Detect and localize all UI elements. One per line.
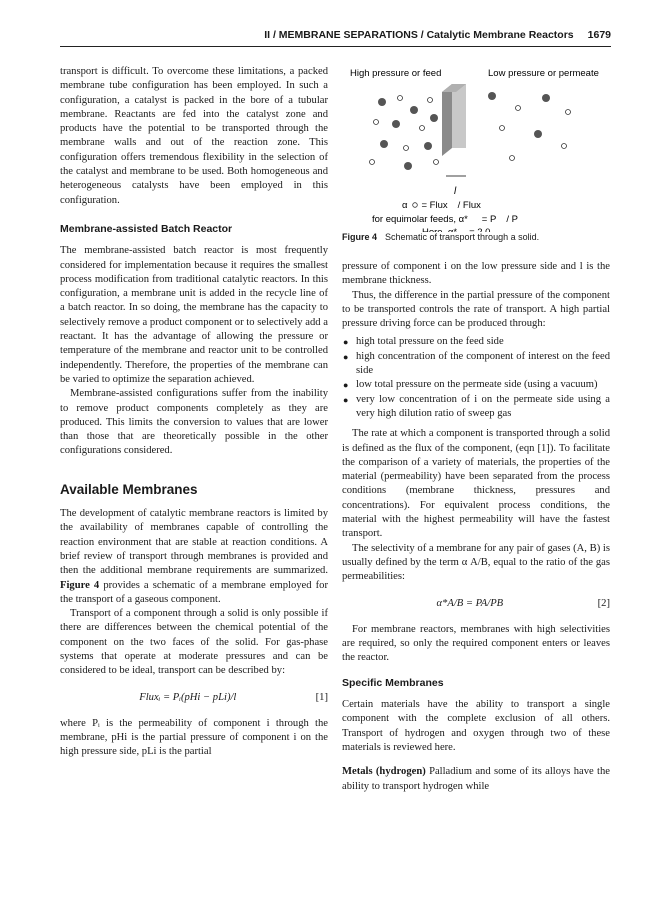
paragraph: The membrane-assisted batch reactor is most frequently considered for implementation because it requires the smallest process modification from traditional catalytic reactors. In this configuration, a membrane unit is added in the recycle line of a batch reactor. In so doing, the membrane has the capacity to selectively remove a product component or to selectively add a reactant. It has the advantage of allowing the pressure or temperature of the membrane and reactor unit to be controlled independently. Therefore, the properties of the membrane can be varied to optimize the separation achieved. (60, 245, 328, 385)
molecule-large (534, 130, 542, 138)
right-column (342, 260, 610, 794)
molecule-large (404, 162, 412, 170)
molecule-small (420, 126, 425, 131)
molecule-small (398, 96, 403, 101)
molecule-large (378, 98, 386, 106)
membrane-block (452, 84, 466, 148)
paragraph: Metals (hydrogen) Palladium and some of its alloys have the ability to transport hydrogen while (342, 766, 610, 792)
molecule-small (500, 126, 505, 131)
equation-body: Fluxᵢ = Pᵢ(pHi − pLi)/l (139, 691, 237, 703)
caption-text: Schematic of transport through a solid. (385, 232, 540, 242)
equation-number: [2] (597, 597, 610, 609)
run-in-heading: Metals (hydrogen) (342, 766, 426, 778)
membrane-schematic (342, 62, 610, 232)
molecule-small (374, 120, 379, 125)
equation-number: [1] (315, 691, 328, 703)
membrane-side-face (442, 84, 452, 156)
molecule-large (392, 120, 400, 128)
paragraph: The rate at which a component is transported through a solid is defined as the flux of the component, (eqn [1]). To facilitate the comparison of a variety of materials, the properties of the material (permeability) have been separated from the process conditions (membrane thickness, pressures and concentrations). For equivalent process conditions, the material with the highest permeability will have the fastest transport. (342, 428, 610, 540)
molecule-small (516, 106, 521, 111)
list-item: ● high concentration of the component of interest on the feed side (356, 350, 610, 379)
legend-small-molecule (413, 203, 418, 208)
paragraph: The selectivity of a membrane for any pair of gases (A, B) is usually defined by the term α A/B, equal to the ratio of the gas permeabilities: (342, 542, 610, 583)
permeate-molecules (488, 92, 571, 161)
molecule-small (510, 156, 515, 161)
left-column (60, 65, 328, 760)
molecule-large (430, 114, 438, 122)
equimolar-relation: for equimolar feeds, α* = P / P (372, 214, 518, 225)
paragraph: For membrane reactors, membranes with high selectivities are required, so only the required component enters or leaves the reactor. (342, 623, 610, 664)
paragraph: Certain materials have the ability to transport a single component with the complete exclusion of all others. Transport of hydrogen and oxygen through two of these materials is reviewed here. (342, 699, 610, 753)
equation-1 (60, 691, 328, 705)
list-item: ● low total pressure on the permeate side (using a vacuum) (356, 378, 610, 392)
paragraph: where Pᵢ is the permeability of component i through the membrane, pHi is the partial pressure of component i on the high pressure side, pLi is the partial (60, 717, 328, 758)
list-item: ● high total pressure on the feed side (356, 335, 610, 349)
paragraph: Thus, the difference in the partial pressure of the component to be transported controls the rate of transport. A high partial pressure driving force can be produced through: (342, 289, 610, 330)
page-number: 1679 (587, 29, 611, 41)
paragraph: The development of catalytic membrane reactors is limited by the availability of membranes capable of controlling the reaction environment that are stable at reaction conditions. A brief review of transport through membranes is provided and then the additional membrane requirements are summarized. Figure 4 provides a schematic of a membrane employed for the transport of a gaseous component. (60, 508, 329, 605)
running-header (60, 26, 611, 47)
equation-2 (342, 597, 610, 611)
molecule-small (434, 160, 439, 165)
paragraph: Transport of a component through a solid is only possible if there are differences between the chemical potential of the component on the two faces of the solid. For gas-phase systems that operate at moderate pressures and can be considered to be ideal, transport can be described by: (60, 608, 328, 677)
molecule-small (428, 98, 433, 103)
figure-label-right: Low pressure or permeate (488, 68, 599, 79)
molecule-large (424, 142, 432, 150)
list-item: ● very low concentration of i on the permeate side using a very high dilution ratio of sweep gas (356, 393, 610, 422)
section-heading-available: Available Membranes (60, 481, 198, 497)
feed-molecules (370, 96, 439, 171)
section-heading-specific: Specific Membranes (342, 676, 444, 689)
figure-label-left: High pressure or feed (350, 68, 442, 79)
figure-caption (342, 232, 610, 242)
paragraph: transport is difficult. To overcome these limitations, a packed membrane tube configuration has been employed. In such a configuration, a catalyst is packed in the bore of a tubular membrane. Reactants are fed into the catalyst zone and products have the potential to be transported through the membrane walls and out of the reaction zone. This configuration offers tremendous flexibility in the selection of the catalyst and membrane to be used. Both homogeneous and heterogeneous catalysts have been employed in this configuration. (60, 66, 328, 206)
driving-force-list (342, 335, 610, 421)
running-title: II / MEMBRANE SEPARATIONS / Catalytic Membrane Reactors (264, 29, 574, 41)
molecule-large (488, 92, 496, 100)
equation-body: α*A/B = PA/PB (436, 597, 504, 609)
figure-reference[interactable]: Figure 4 (60, 579, 100, 591)
caption-label: Figure 4 (342, 232, 378, 242)
figure-4 (342, 62, 610, 242)
molecule-small (562, 144, 567, 149)
thickness-label: l (454, 186, 457, 197)
molecule-large (410, 106, 418, 114)
alpha-definition: α = Flux / Flux (402, 200, 481, 211)
molecule-small (404, 146, 409, 151)
paragraph: Membrane-assisted configurations suffer from the inability to remove product components completely as they are produced. This limits the conversion to values that are lower than those that are theoretically possible in the other configurations considered. (60, 388, 328, 457)
paragraph: pressure of component i on the low pressure side and l is the membrane thickness. (342, 261, 610, 287)
section-heading-batch: Membrane-assisted Batch Reactor (60, 222, 233, 235)
molecule-small (566, 110, 571, 115)
molecule-large (380, 140, 388, 148)
molecule-small (370, 160, 375, 165)
molecule-large (542, 94, 550, 102)
